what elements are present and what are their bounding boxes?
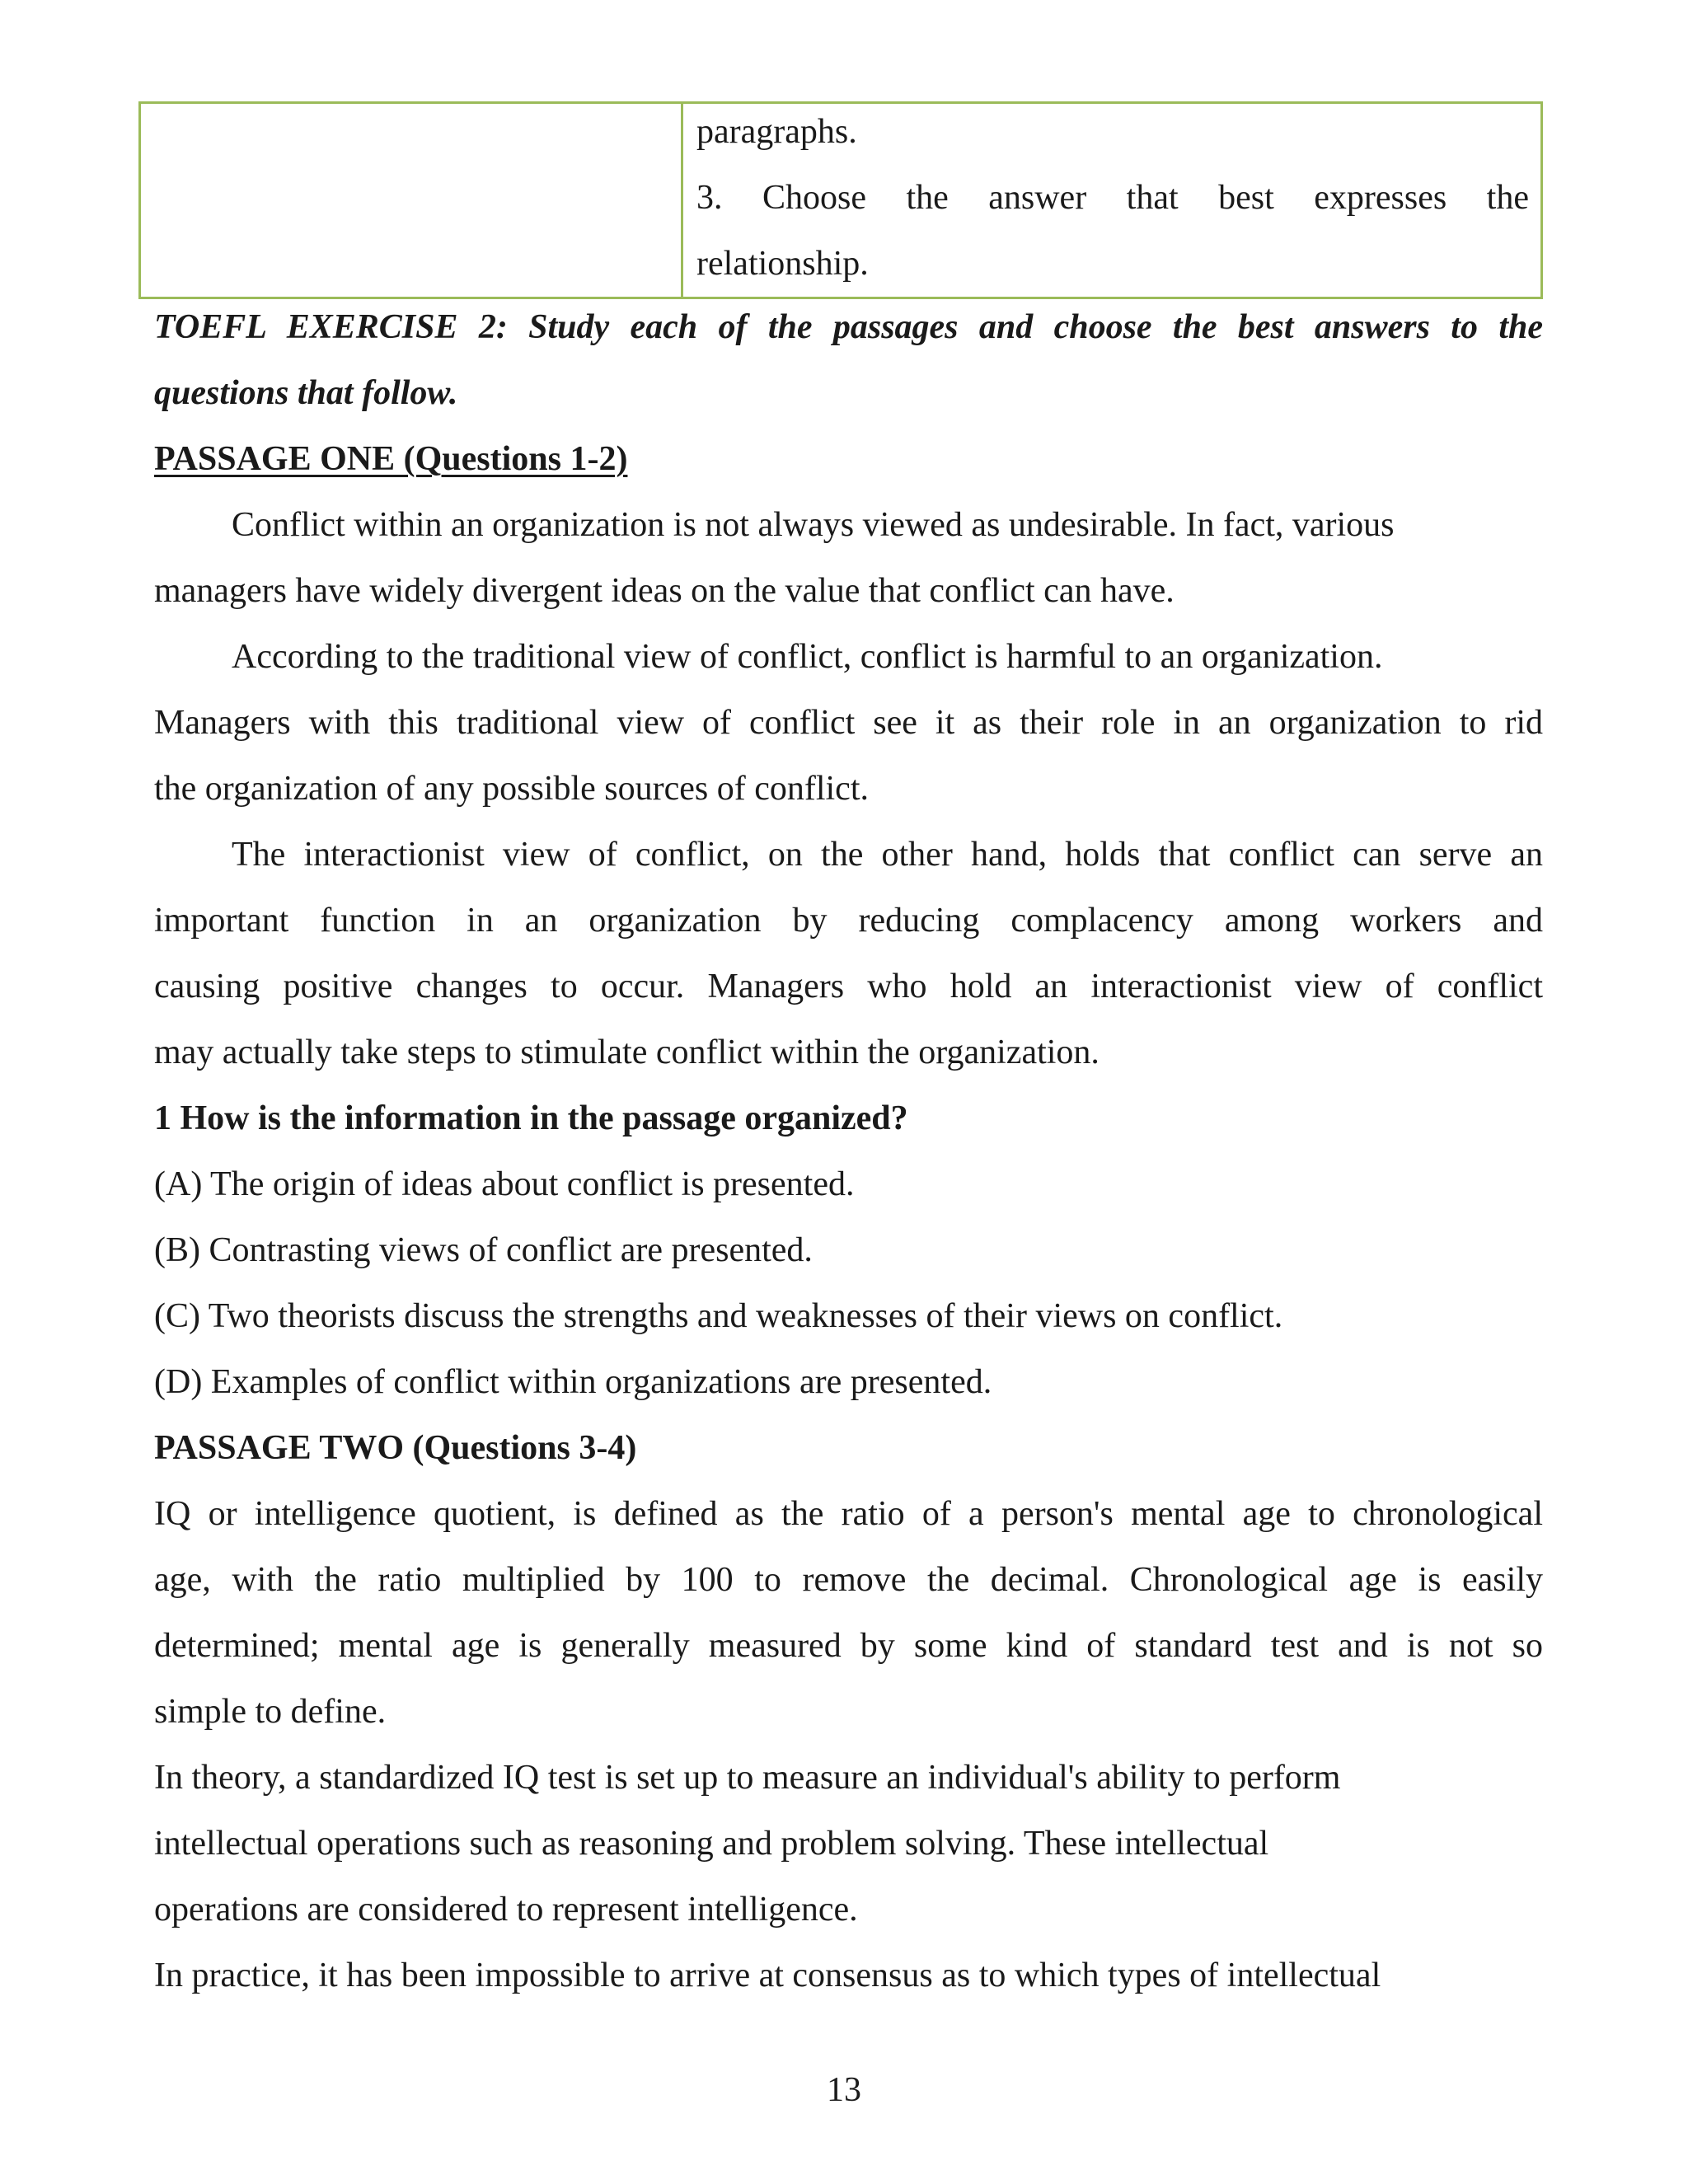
exercise-heading-line2: questions that follow.	[154, 374, 458, 412]
passage-two-line: simple to define.	[154, 1693, 387, 1731]
passage-one-line: causing positive changes to occur. Managers who hold an interactionist view of conflict	[154, 968, 1543, 1005]
exercise-heading-line1: TOEFL EXERCISE 2: Study each of the passages and choose the best answers to the	[154, 308, 1543, 346]
page-number: 13	[827, 2071, 861, 2109]
passage-one-line: The interactionist view of conflict, on the other hand, holds that conflict can serve an	[232, 836, 1543, 874]
passage-two-line: age, with the ratio multiplied by 100 to remove the decimal. Chronological age is easily	[154, 1561, 1543, 1599]
table-cell-right	[683, 99, 1540, 297]
passage-one-line: may actually take steps to stimulate conflict within the organization.	[154, 1033, 1100, 1071]
answer-option-b: (B) Contrasting views of conflict are presented.	[154, 1231, 813, 1269]
table-cell-left	[141, 104, 683, 297]
answer-option-a: (A) The origin of ideas about conflict is presented.	[154, 1165, 855, 1203]
table-text-relationship: relationship.	[696, 245, 869, 283]
document-body	[154, 294, 1543, 2008]
passage-two-line: In theory, a standardized IQ test is set up to measure an individual's ability to perform	[154, 1759, 1341, 1797]
passage-two-line: determined; mental age is generally measured by some kind of standard test and is not so	[154, 1627, 1543, 1665]
passage-two-title: PASSAGE TWO (Questions 3-4)	[154, 1429, 637, 1467]
passage-one-line: the organization of any possible sources of conflict.	[154, 770, 869, 808]
table-text-choose-answer: 3. Choose the answer that best expresses the	[696, 179, 1529, 217]
passage-one-line: managers have widely divergent ideas on the value that conflict can have.	[154, 572, 1175, 610]
passage-one-title-text: PASSAGE ONE (Questions 1-2)	[154, 440, 628, 478]
passage-one-line: Conflict within an organization is not always viewed as undesirable. In fact, various	[232, 506, 1395, 544]
table-text-paragraphs: paragraphs.	[696, 113, 857, 151]
passage-two-line: In practice, it has been impossible to arrive at consensus as to which types of intellectual	[154, 1957, 1381, 1994]
question-1: 1 How is the information in the passage organized?	[154, 1099, 908, 1137]
answer-option-d: (D) Examples of conflict within organizations are presented.	[154, 1363, 992, 1401]
passage-one-title	[154, 426, 1543, 492]
passage-two-line: intellectual operations such as reasoning and problem solving. These intellectual	[154, 1825, 1269, 1863]
passage-one-line: important function in an organization by reducing complacency among workers and	[154, 902, 1543, 940]
passage-two-line: operations are considered to represent intelligence.	[154, 1891, 858, 1929]
passage-one-line: Managers with this traditional view of conflict see it as their role in an organization to rid	[154, 704, 1543, 742]
answer-option-c: (C) Two theorists discuss the strengths and weaknesses of their views on conflict.	[154, 1297, 1283, 1335]
instruction-table	[138, 101, 1543, 299]
passage-two-line: IQ or intelligence quotient, is defined as the ratio of a person's mental age to chronological	[154, 1495, 1543, 1533]
passage-one-line: According to the traditional view of conflict, conflict is harmful to an organization.	[232, 638, 1383, 676]
